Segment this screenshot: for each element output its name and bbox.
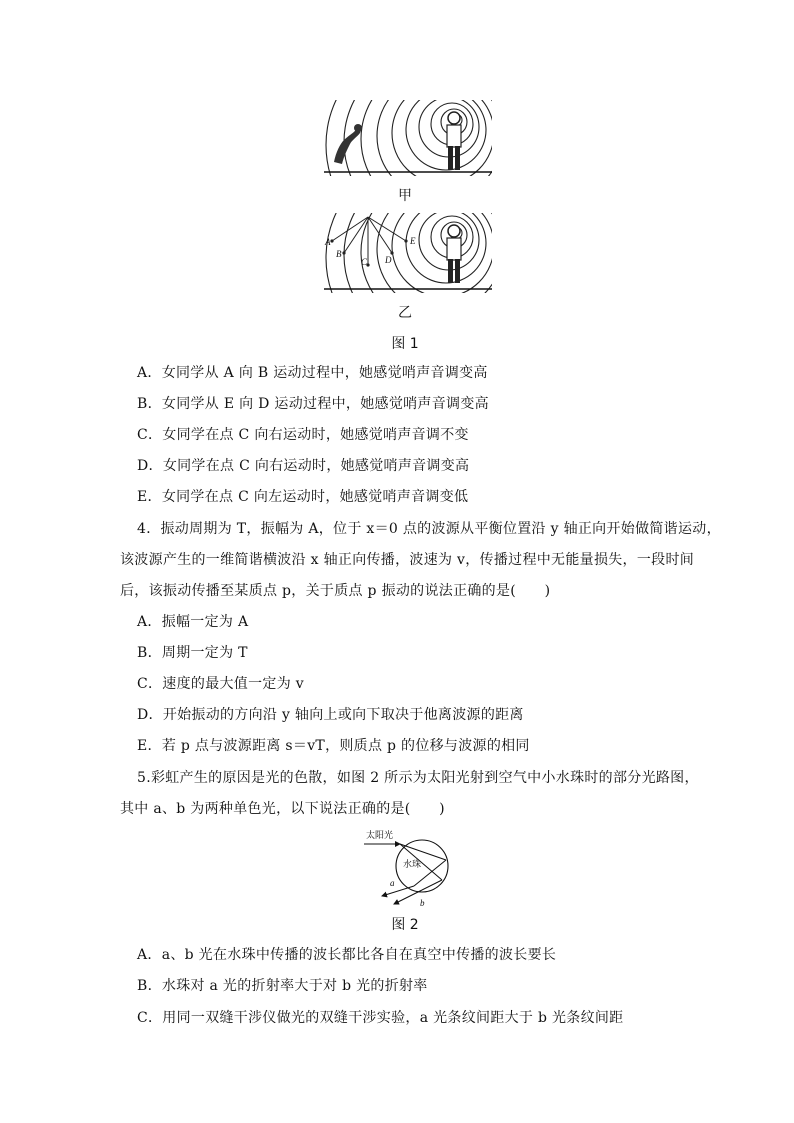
whistle-boy-figure [447, 112, 461, 170]
q4-option-e: E．若 p 点与波源距离 s＝vT，则质点 p 的位移与波源的相同 [137, 738, 530, 754]
girl-silhouette [334, 124, 362, 164]
q3-option-d: D．女同学在点 C 向右运动时，她感觉哨声音调变高 [137, 458, 470, 474]
figure-1-yi [322, 213, 492, 293]
q4-option-b: B．周期一定为 T [137, 645, 248, 661]
sound-wave-arcs [326, 213, 492, 293]
q4-option-d: D．开始振动的方向沿 y 轴向上或向下取决于他离波源的距离 [137, 707, 524, 723]
swing-points [330, 239, 407, 266]
whistle-boy-figure [447, 225, 461, 283]
q5-stem-line-2: 其中 a、b 为两种单色光，以下说法正确的是( ) [120, 801, 445, 817]
water-drop-light-path [360, 826, 460, 908]
q3-option-e: E．女同学在点 C 向左运动时，她感觉哨声音调变低 [137, 489, 469, 505]
pendulum-swing-lines [332, 217, 406, 265]
q5-option-c: C．用同一双缝干涉仪做光的双缝干涉实验，a 光条纹间距大于 b 光条纹间距 [137, 1010, 624, 1026]
whistle-wave-figure-jia [322, 100, 492, 176]
q5-option-b: B．水珠对 a 光的折射率大于对 b 光的折射率 [137, 978, 428, 994]
point-d-label: D [385, 255, 392, 265]
figure-1-sub-a-caption: 甲 [398, 188, 412, 204]
q4-option-c: C．速度的最大值一定为 v [137, 676, 304, 692]
ray-a-label: a [390, 878, 395, 888]
q4-option-a: A．振幅一定为 A [137, 614, 249, 630]
water-drop-label: 水珠 [403, 860, 422, 870]
q3-option-c: C．女同学在点 C 向右运动时，她感觉哨声音调不变 [137, 427, 469, 443]
figure-1-sub-b-caption: 乙 [398, 305, 412, 321]
light-rays [364, 844, 446, 904]
point-b-label: B [336, 249, 342, 259]
q5-stem-line-1: 5.彩虹产生的原因是光的色散，如图 2 所示为太阳光射到空气中小水珠时的部分光路图， [137, 770, 699, 786]
figure-2-caption: 图 2 [391, 917, 419, 933]
figure-2 [360, 826, 460, 908]
q3-option-b: B．女同学从 E 向 D 运动过程中，她感觉哨声音调变高 [137, 396, 489, 412]
point-e-label: E [410, 236, 416, 246]
point-c-label: C [361, 257, 368, 267]
point-a-label: A [325, 237, 331, 247]
sunlight-label: 太阳光 [366, 831, 394, 841]
q4-stem-line-3: 后，该振动传播至某质点 p，关于质点 p 振动的说法正确的是( ) [120, 583, 551, 599]
q5-option-a: A．a、b 光在水珠中传播的波长都比各自在真空中传播的波长要长 [137, 947, 557, 963]
figure-1-caption: 图 1 [391, 336, 419, 352]
q4-stem-line-2: 该波源产生的一维简谐横波沿 x 轴正向传播，波速为 v，传播过程中无能量损失，一段时间 [120, 552, 695, 568]
figure-1-jia [322, 100, 492, 176]
ray-b-label: b [420, 898, 425, 908]
q3-option-a: A．女同学从 A 向 B 运动过程中，她感觉哨声音调变高 [137, 365, 488, 381]
q4-stem-line-1: 4．振动周期为 T，振幅为 A，位于 x＝0 点的波源从平衡位置沿 y 轴正向开始做简谐运动， [137, 521, 721, 537]
whistle-wave-figure-yi [322, 213, 492, 293]
